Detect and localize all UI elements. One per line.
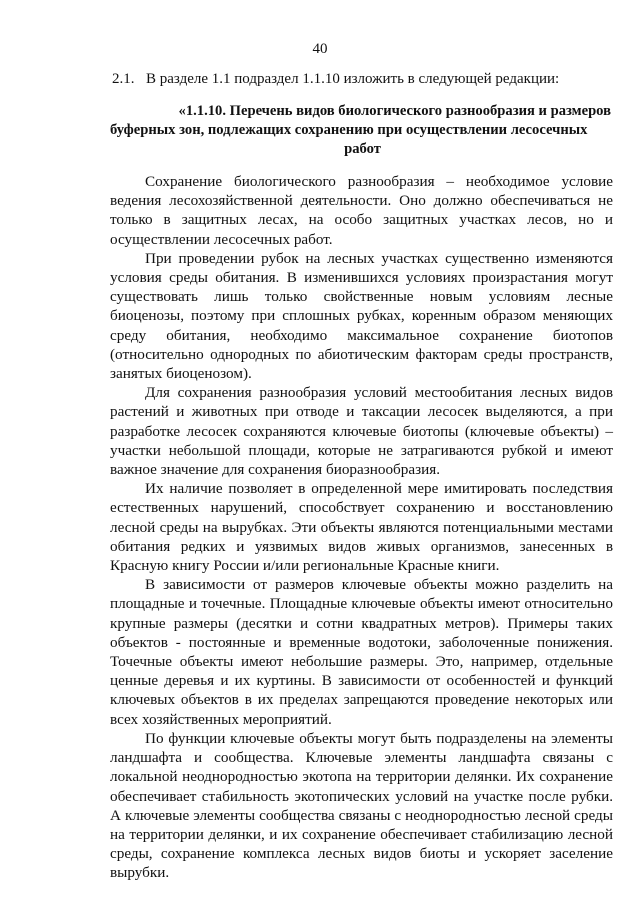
paragraph: При проведении рубок на лесных участках существенно изменяются условия среды обитания. В изменившихся условиях произрастания могут существовать лишь только свойственные новым условиям лесные биоценозы, поэтому при сплошных рубках, коренным образом меняющих среду обитания, необходимо максимальное сохранение биотопов (относительно однородных по абиотическим факторам среды пространств, занятых биоценозом). <box>110 249 613 383</box>
page-number: 40 <box>312 41 328 57</box>
paragraph: Сохранение биологического разнообразия – необходимое условие ведения лесохозяйственной деятельности. Оно должно обеспечиваться не только в защитных лесах, на особо защитных участках лесов, но и осуществлении лесосечных работ. <box>110 173 613 248</box>
amendment-number: 2.1. <box>112 71 135 87</box>
amendment-text: В разделе 1.1 подраздел 1.1.10 изложить в следующей редакции: <box>146 71 560 87</box>
paragraph: По функции ключевые объекты могут быть подразделены на элементы ландшафта и сообщества. Ключевые элементы ландшафта связаны с локальной неоднородностью экотопа на территории делянки. Их сохранение обеспечивает стабильность экотопических условий на участке после рубки. А ключевые элементы сообщества связаны с неоднородностью лесной среды на территории делянки, и их сохранение обеспечивает стабилизацию лесной среды, сохранение комплекса лесных видов биоты и ускоряет заселение вырубки. <box>110 729 613 882</box>
paragraph: Для сохранения разнообразия условий местообитания лесных видов растений и животных при отводе и таксации лесосек выделяются, а при разработке лесосек сохраняются ключевые биотопы (ключевые объекты) – участки небольшой площади, которые не затрагиваются рубкой и имеют важное значение для сохранения биоразнообразия. <box>110 384 613 479</box>
section-heading-line-2: буферных зон, подлежащих сохранению при осуществлении лесосечных <box>110 122 588 138</box>
paragraph: Их наличие позволяет в определенной мере имитировать последствия естественных нарушений, способствует сохранению и восстановлению лесной среды на вырубках. Эти объекты являются потенциальными местами обитания редких и уязвимых видов живых организмов, занесенных в Красную книгу России и/или региональные Красные книги. <box>110 480 613 575</box>
amendment-intro <box>112 70 612 89</box>
paragraph: В зависимости от размеров ключевые объекты можно разделить на площадные и точечные. Площадные ключевые объекты имеют относительно крупные размеры (десятки и сотни квадратных метров). Примеры таких объектов - постоянные и временные водотоки, заболоченные понижения. Точечные объекты имеют небольшие размеры. Это, например, отдельные ценные деревья и их куртины. В зависимости от особенностей и функций ключевых объектов в их пределах запрещаются проведение некоторых или всех хозяйственных мероприятий. <box>110 576 613 728</box>
section-heading-line-1: «1.1.10. Перечень видов биологического разнообразия и размеров <box>178 103 611 119</box>
section-heading-line-3: работ <box>344 141 381 157</box>
body-text <box>110 172 613 883</box>
section-heading <box>110 102 615 159</box>
